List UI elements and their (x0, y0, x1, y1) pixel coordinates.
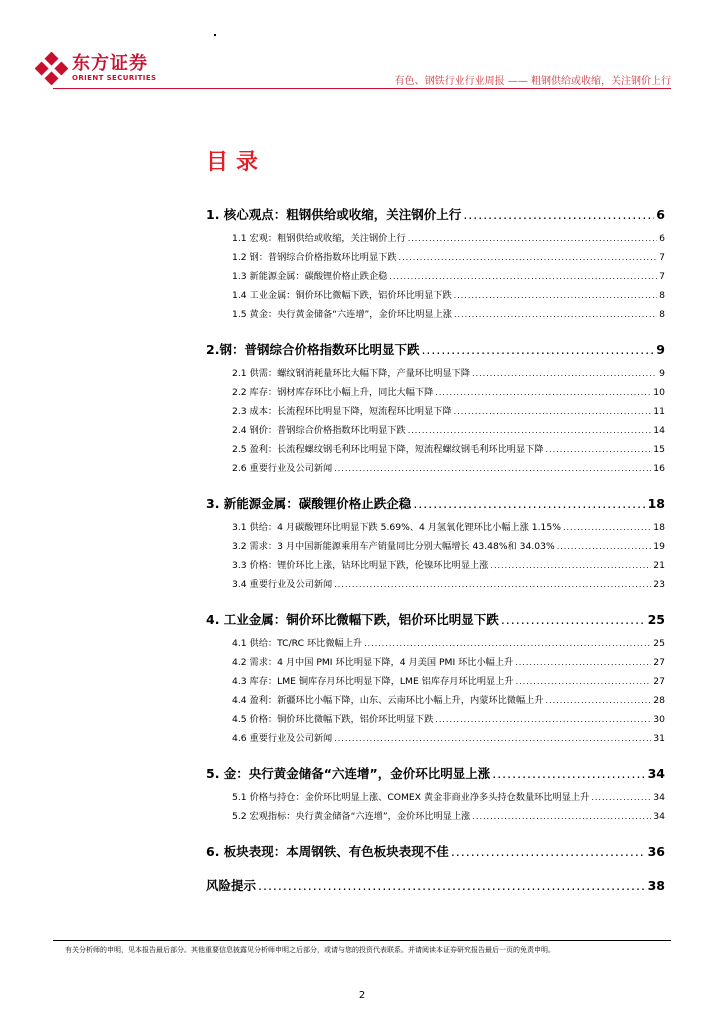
toc-item-title: 5.1 价格与持仓：金价环比明显上涨、COMEX 黄金非商业净多头持仓数量环比明显上升 (232, 792, 590, 803)
toc-section-page: 18 (647, 496, 665, 511)
toc-item[interactable] (206, 402, 665, 421)
brand-name-en: ORIENT SECURITIES (72, 74, 157, 82)
toc-section-5[interactable] (206, 764, 665, 784)
toc-leader (258, 876, 646, 896)
toc-section-title: 3. 新能源金属：碳酸锂价格止跌企稳 (206, 496, 412, 511)
toc-item-title: 1.4 工业金属：铜价环比微幅下跌，铝价环比明显下跌 (232, 290, 452, 301)
toc-item-page: 14 (653, 425, 665, 436)
toc-leader (454, 286, 657, 305)
toc-item-page: 28 (653, 695, 665, 706)
toc-item[interactable] (206, 364, 665, 383)
toc-item-page: 11 (653, 406, 665, 417)
toc-item-title: 4.1 供给：TC/RC 环比微幅上升 (232, 638, 363, 649)
toc-item-title: 1.3 新能源金属：碳酸锂价格止跌企稳 (232, 271, 388, 282)
toc-leader (515, 653, 651, 672)
toc-item[interactable] (206, 729, 665, 748)
toc-leader (454, 305, 657, 324)
toc-item-page: 21 (653, 560, 665, 571)
toc-leader (501, 610, 646, 630)
toc-leader (334, 575, 651, 594)
toc-heading: 目录 (206, 150, 267, 175)
toc-item-page: 9 (659, 368, 665, 379)
toc-item-page: 15 (653, 444, 665, 455)
toc-item-title: 4.3 库存：LME 铜库存月环比明显下降，LME 铝库存月环比明显上升 (232, 676, 514, 687)
toc-leader (492, 764, 645, 784)
toc-item[interactable] (206, 556, 665, 575)
toc-item[interactable] (206, 286, 665, 305)
toc-item[interactable] (206, 788, 665, 807)
toc-section-page: 25 (647, 612, 665, 627)
toc-item[interactable] (206, 229, 665, 248)
toc-item[interactable] (206, 248, 665, 267)
toc-item-title: 2.2 库存：钢材库存环比小幅上升，同比大幅下降 (232, 387, 434, 398)
brand-logo (35, 52, 156, 85)
orient-securities-logo-icon (35, 52, 68, 85)
toc-leader (334, 459, 651, 478)
toc-section-7[interactable] (206, 876, 665, 896)
toc-item-page: 6 (659, 233, 665, 244)
toc-section-title: 4. 工业金属：铜价环比微幅下跌，铝价环比明显下跌 (206, 612, 499, 627)
toc-item-title: 1.5 黄金：央行黄金储备“六连增”，金价环比明显上涨 (232, 309, 452, 320)
table-of-contents (206, 205, 665, 900)
toc-item-title: 2.5 盈利：长流程螺纹钢毛利环比明显下降，短流程螺纹钢毛利环比明显下降 (232, 444, 544, 455)
toc-section-page: 34 (647, 766, 665, 781)
toc-leader (516, 672, 652, 691)
disclaimer-text: 有关分析师的申明，见本报告最后部分。其他重要信息披露见分析师申明之后部分，或请与您的投资代表联系。并请阅读本证券研究报告最后一页的免责申明。 (65, 946, 555, 954)
toc-leader (364, 634, 651, 653)
toc-leader (591, 788, 651, 807)
page-number: 2 (358, 990, 366, 1001)
toc-leader (435, 710, 651, 729)
toc-item-page: 25 (653, 638, 665, 649)
toc-item-page: 10 (653, 387, 665, 398)
toc-item-page: 34 (653, 811, 665, 822)
toc-item-page: 27 (653, 657, 665, 668)
toc-leader (435, 383, 651, 402)
toc-section-title: 5. 金：央行黄金储备“六连增”，金价环比明显上涨 (206, 766, 491, 781)
toc-item-page: 8 (659, 309, 665, 320)
toc-leader (463, 205, 654, 225)
toc-leader (408, 229, 657, 248)
toc-leader (334, 729, 651, 748)
toc-item-page: 27 (653, 676, 665, 687)
toc-item[interactable] (206, 691, 665, 710)
toc-item-title: 3.1 供给：4 月碳酸锂环比明显下跌 5.69%、4 月氢氧化锂环比小幅上涨 1.15% (232, 522, 561, 533)
toc-section-page: 6 (656, 207, 665, 222)
toc-section-6[interactable] (206, 842, 665, 862)
toc-item[interactable] (206, 537, 665, 556)
toc-item-page: 7 (659, 252, 665, 263)
toc-leader (490, 556, 651, 575)
toc-item-title: 2.1 供需：螺纹钢消耗量环比大幅下降，产量环比明显下降 (232, 368, 471, 379)
toc-item-title: 2.6 重要行业及公司新闻 (232, 463, 333, 474)
toc-section-page: 38 (647, 878, 665, 893)
toc-section-title: 6. 板块表现：本周钢铁、有色板块表现不佳 (206, 844, 449, 859)
toc-leader (546, 440, 652, 459)
toc-leader (421, 340, 654, 360)
toc-item[interactable] (206, 267, 665, 286)
toc-item[interactable] (206, 710, 665, 729)
header-divider (53, 88, 671, 89)
toc-item[interactable] (206, 575, 665, 594)
toc-leader (413, 494, 645, 514)
toc-leader (389, 267, 657, 286)
toc-item[interactable] (206, 672, 665, 691)
toc-leader (399, 248, 658, 267)
toc-item[interactable] (206, 634, 665, 653)
toc-leader (408, 421, 652, 440)
toc-leader (454, 402, 652, 421)
toc-item[interactable] (206, 459, 665, 478)
toc-item-title: 5.2 宏观指标：央行黄金储备“六连增”，金价环比明显上涨 (232, 811, 471, 822)
toc-section-page: 36 (647, 844, 665, 859)
toc-item-page: 18 (653, 522, 665, 533)
toc-item-page: 31 (653, 733, 665, 744)
toc-item[interactable] (206, 518, 665, 537)
toc-section-title: 2.钢：普钢综合价格指数环比明显下跌 (206, 342, 420, 357)
toc-item-title: 3.3 价格：锂价环比上涨，钴环比明显下跌，伦镍环比明显上涨 (232, 560, 489, 571)
toc-item-title: 2.3 成本：长流程环比明显下降，短流程环比明显下降 (232, 406, 452, 417)
toc-item-title: 1.2 钢：普钢综合价格指数环比明显下跌 (232, 252, 397, 263)
brand-name-cn: 东方证券 (72, 53, 148, 74)
toc-item-title: 4.2 需求：4 月中国 PMI 环比明显下降，4 月美国 PMI 环比小幅上升 (232, 657, 514, 668)
toc-item[interactable] (206, 807, 665, 826)
toc-leader (546, 691, 652, 710)
toc-item-page: 34 (653, 792, 665, 803)
toc-section-1[interactable] (206, 205, 665, 225)
toc-leader (557, 537, 652, 556)
footer-divider (53, 940, 671, 941)
toc-item-title: 4.5 价格：铜价环比微幅下跌，铝价环比明显下跌 (232, 714, 434, 725)
toc-item-page: 7 (659, 271, 665, 282)
toc-item-title: 4.6 重要行业及公司新闻 (232, 733, 333, 744)
toc-leader (563, 518, 651, 537)
toc-item-page: 30 (653, 714, 665, 725)
toc-item[interactable] (206, 440, 665, 459)
toc-section-2[interactable] (206, 340, 665, 360)
toc-section-4[interactable] (206, 610, 665, 630)
toc-item-page: 19 (653, 541, 665, 552)
toc-section-title: 风险提示 (206, 878, 257, 893)
stray-dot (214, 34, 216, 36)
toc-leader (472, 807, 651, 826)
toc-leader (472, 364, 657, 383)
toc-section-page: 9 (656, 342, 665, 357)
toc-item[interactable] (206, 305, 665, 324)
toc-item-page: 16 (653, 463, 665, 474)
toc-item-title: 1.1 宏观：粗钢供给或收缩，关注钢价上行 (232, 233, 406, 244)
toc-item[interactable] (206, 421, 665, 440)
toc-item-title: 2.4 钢价：普钢综合价格指数环比明显下跌 (232, 425, 406, 436)
toc-leader (451, 842, 646, 862)
toc-item-page: 23 (653, 579, 665, 590)
toc-section-title: 1. 核心观点：粗钢供给或收缩，关注钢价上行 (206, 207, 462, 222)
toc-item-title: 3.4 重要行业及公司新闻 (232, 579, 333, 590)
toc-item-page: 8 (659, 290, 665, 301)
toc-item-title: 3.2 需求：3 月中国新能源乘用车产销量同比分别大幅增长 43.48%和 34.03% (232, 541, 555, 552)
report-title: 有色、钢铁行业行业周报 —— 粗钢供给或收缩，关注钢价上行 (394, 76, 671, 87)
toc-section-3[interactable] (206, 494, 665, 514)
toc-item[interactable] (206, 383, 665, 402)
toc-item-title: 4.4 盈利：新疆环比小幅下降，山东、云南环比小幅上升，内蒙环比微幅上升 (232, 695, 544, 706)
toc-item[interactable] (206, 653, 665, 672)
